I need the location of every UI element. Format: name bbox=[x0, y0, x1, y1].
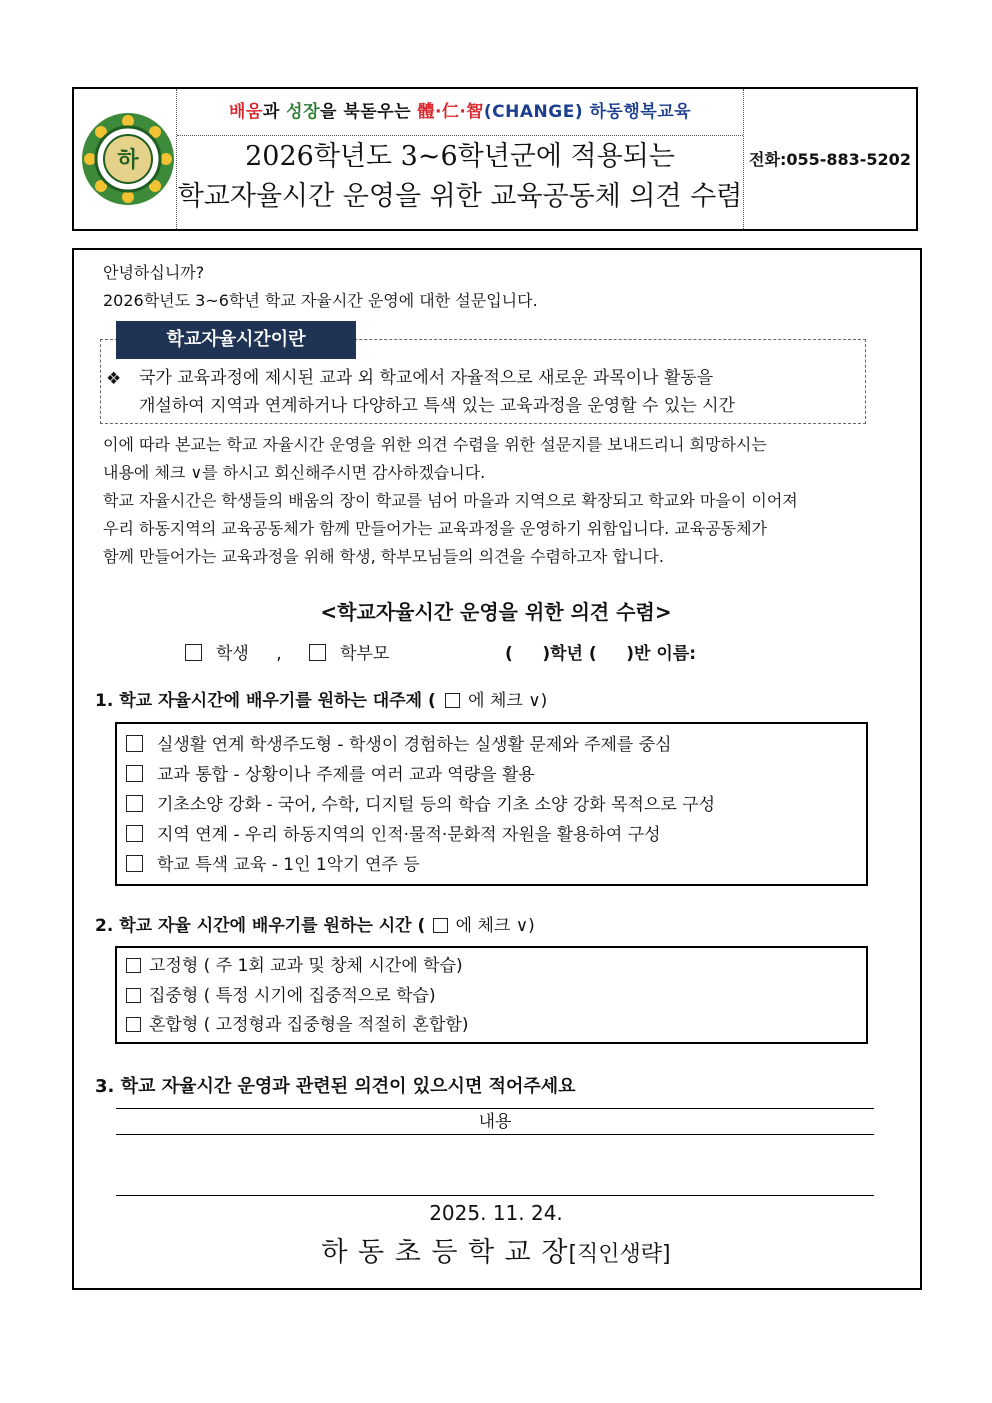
respondent-row bbox=[185, 643, 389, 665]
slogan-word: 성장 bbox=[286, 102, 321, 122]
option-label: 고정형 ( 주 1회 교과 및 창체 시간에 학습) bbox=[149, 956, 463, 976]
option-label: 학교 특색 교육 - 1인 1악기 연주 등 bbox=[157, 855, 420, 875]
slogan bbox=[177, 89, 743, 136]
slogan-word: 배움 bbox=[228, 102, 263, 122]
option-row[interactable] bbox=[126, 734, 672, 756]
option-row[interactable] bbox=[126, 824, 661, 846]
option-checkbox[interactable] bbox=[126, 735, 143, 752]
option-checkbox[interactable] bbox=[126, 765, 143, 782]
document-date: 2025. 11. 24. bbox=[429, 1201, 563, 1225]
document-title bbox=[177, 137, 743, 227]
bullet-icon: ❖ bbox=[106, 369, 122, 389]
phone-number: 전화:055-883-5202 bbox=[749, 150, 911, 169]
question-2-hint: 에 체크 ∨) bbox=[455, 916, 535, 936]
parent-label: 학부모 bbox=[340, 644, 390, 664]
option-checkbox[interactable] bbox=[126, 1017, 141, 1032]
separator: , bbox=[276, 644, 282, 664]
option-label: 혼합형 ( 고정형과 집중형을 적절히 혼합함) bbox=[149, 1015, 469, 1035]
paragraph-line: 이에 따라 본교는 학교 자율시간 운영을 위한 의견 수렴을 위한 설문지를 보내드리니 희망하시는 bbox=[103, 435, 767, 454]
svg-text:하: 하 bbox=[117, 148, 139, 173]
paragraph-line: 학교 자율시간은 학생들의 배움의 장이 학교를 넘어 마을과 지역으로 확장되고 학교와 마을이 이어져 bbox=[103, 491, 798, 510]
option-checkbox[interactable] bbox=[126, 795, 143, 812]
title-line: 학교자율시간 운영을 위한 교육공동체 의견 수렴 bbox=[177, 181, 743, 212]
class-info-field[interactable]: ( )학년 ( )반 이름: bbox=[505, 644, 697, 664]
slogan-word: 體·仁·智 bbox=[417, 102, 484, 122]
definition-line: 개설하여 지역과 연계하거나 다양하고 특색 있는 교육과정을 운영할 수 있는 시간 bbox=[139, 396, 735, 416]
title-line: 2026학년도 3~6학년군에 적용되는 bbox=[245, 141, 675, 172]
greeting: 안녕하십니까? bbox=[103, 263, 205, 282]
definition-line: 국가 교육과정에 제시된 교과 외 학교에서 자율적으로 새로운 과목이나 활동을 bbox=[139, 368, 714, 388]
option-label: 지역 연계 - 우리 하동지역의 인적·물적·문화적 자원을 활용하여 구성 bbox=[157, 825, 661, 845]
option-row[interactable] bbox=[126, 854, 420, 876]
question-1-label bbox=[95, 690, 547, 712]
option-label: 교과 통합 - 상황이나 주제를 여러 교과 역량을 활용 bbox=[157, 765, 535, 785]
content-header: 내용 bbox=[478, 1112, 512, 1132]
slogan-word: 과 bbox=[262, 102, 287, 122]
student-label: 학생 bbox=[216, 644, 249, 664]
paragraph-line: 함께 만들어가는 교육과정을 위해 학생, 학부모님들의 의견을 수렴하고자 합니다. bbox=[103, 547, 664, 566]
checkbox-icon bbox=[433, 918, 448, 933]
option-checkbox[interactable] bbox=[126, 825, 143, 842]
slogan-word: 을 북돋우는 bbox=[320, 102, 418, 122]
divider bbox=[116, 1195, 874, 1196]
divider bbox=[116, 1108, 874, 1109]
document-header bbox=[72, 87, 918, 231]
question-3-label: 3. 학교 자율시간 운영과 관련된 의견이 있으시면 적어주세요 bbox=[95, 1076, 576, 1097]
option-row[interactable] bbox=[126, 985, 436, 1007]
opinion-text-area[interactable] bbox=[116, 1136, 874, 1194]
divider bbox=[116, 1134, 874, 1135]
header-title-cell bbox=[176, 89, 744, 229]
definition-title: 학교자율시간이란 bbox=[116, 321, 356, 359]
seal-note: [직인생략] bbox=[568, 1242, 671, 1267]
option-label: 실생활 연계 학생주도형 - 학생이 경험하는 실생활 문제와 주제를 중심 bbox=[157, 735, 672, 755]
signer-name: 하 동 초 등 학 교 장 bbox=[321, 1237, 569, 1268]
option-checkbox[interactable] bbox=[126, 958, 141, 973]
paragraph-line: 우리 하동지역의 교육공동체가 함께 만들어가는 교육과정을 운영하기 위함입니다. 교육공동체가 bbox=[103, 519, 768, 538]
question-2-text: 2. 학교 자율 시간에 배우기를 원하는 시간 ( bbox=[95, 916, 426, 936]
question-1-text: 1. 학교 자율시간에 배우기를 원하는 대주제 ( bbox=[95, 691, 436, 711]
question-2-label bbox=[95, 915, 535, 937]
question-1-hint: 에 체크 ∨) bbox=[468, 691, 548, 711]
checkbox-icon bbox=[445, 693, 460, 708]
student-checkbox[interactable] bbox=[185, 644, 202, 661]
option-label: 기초소양 강화 - 국어, 수학, 디지털 등의 학습 기초 소양 강화 목적으로 구성 bbox=[157, 795, 716, 815]
option-row[interactable] bbox=[126, 955, 463, 977]
option-checkbox[interactable] bbox=[126, 988, 141, 1003]
intro-line: 2026학년도 3~6학년 학교 자율시간 운영에 대한 설문입니다. bbox=[103, 291, 538, 310]
parent-checkbox[interactable] bbox=[309, 644, 326, 661]
option-checkbox[interactable] bbox=[126, 855, 143, 872]
slogan-word: (CHANGE) 하동행복교육 bbox=[483, 102, 692, 122]
option-row[interactable] bbox=[126, 764, 535, 786]
option-row[interactable] bbox=[126, 794, 715, 816]
option-label: 집중형 ( 특정 시기에 집중적으로 학습) bbox=[149, 986, 436, 1006]
paragraph-line: 내용에 체크 ∨를 하시고 회신해주시면 감사하겠습니다. bbox=[103, 463, 486, 482]
survey-heading: <학교자율시간 운영을 위한 의견 수렴> bbox=[320, 600, 672, 624]
signature-line bbox=[0, 1230, 992, 1269]
option-row[interactable] bbox=[126, 1014, 468, 1036]
school-emblem bbox=[80, 111, 176, 207]
